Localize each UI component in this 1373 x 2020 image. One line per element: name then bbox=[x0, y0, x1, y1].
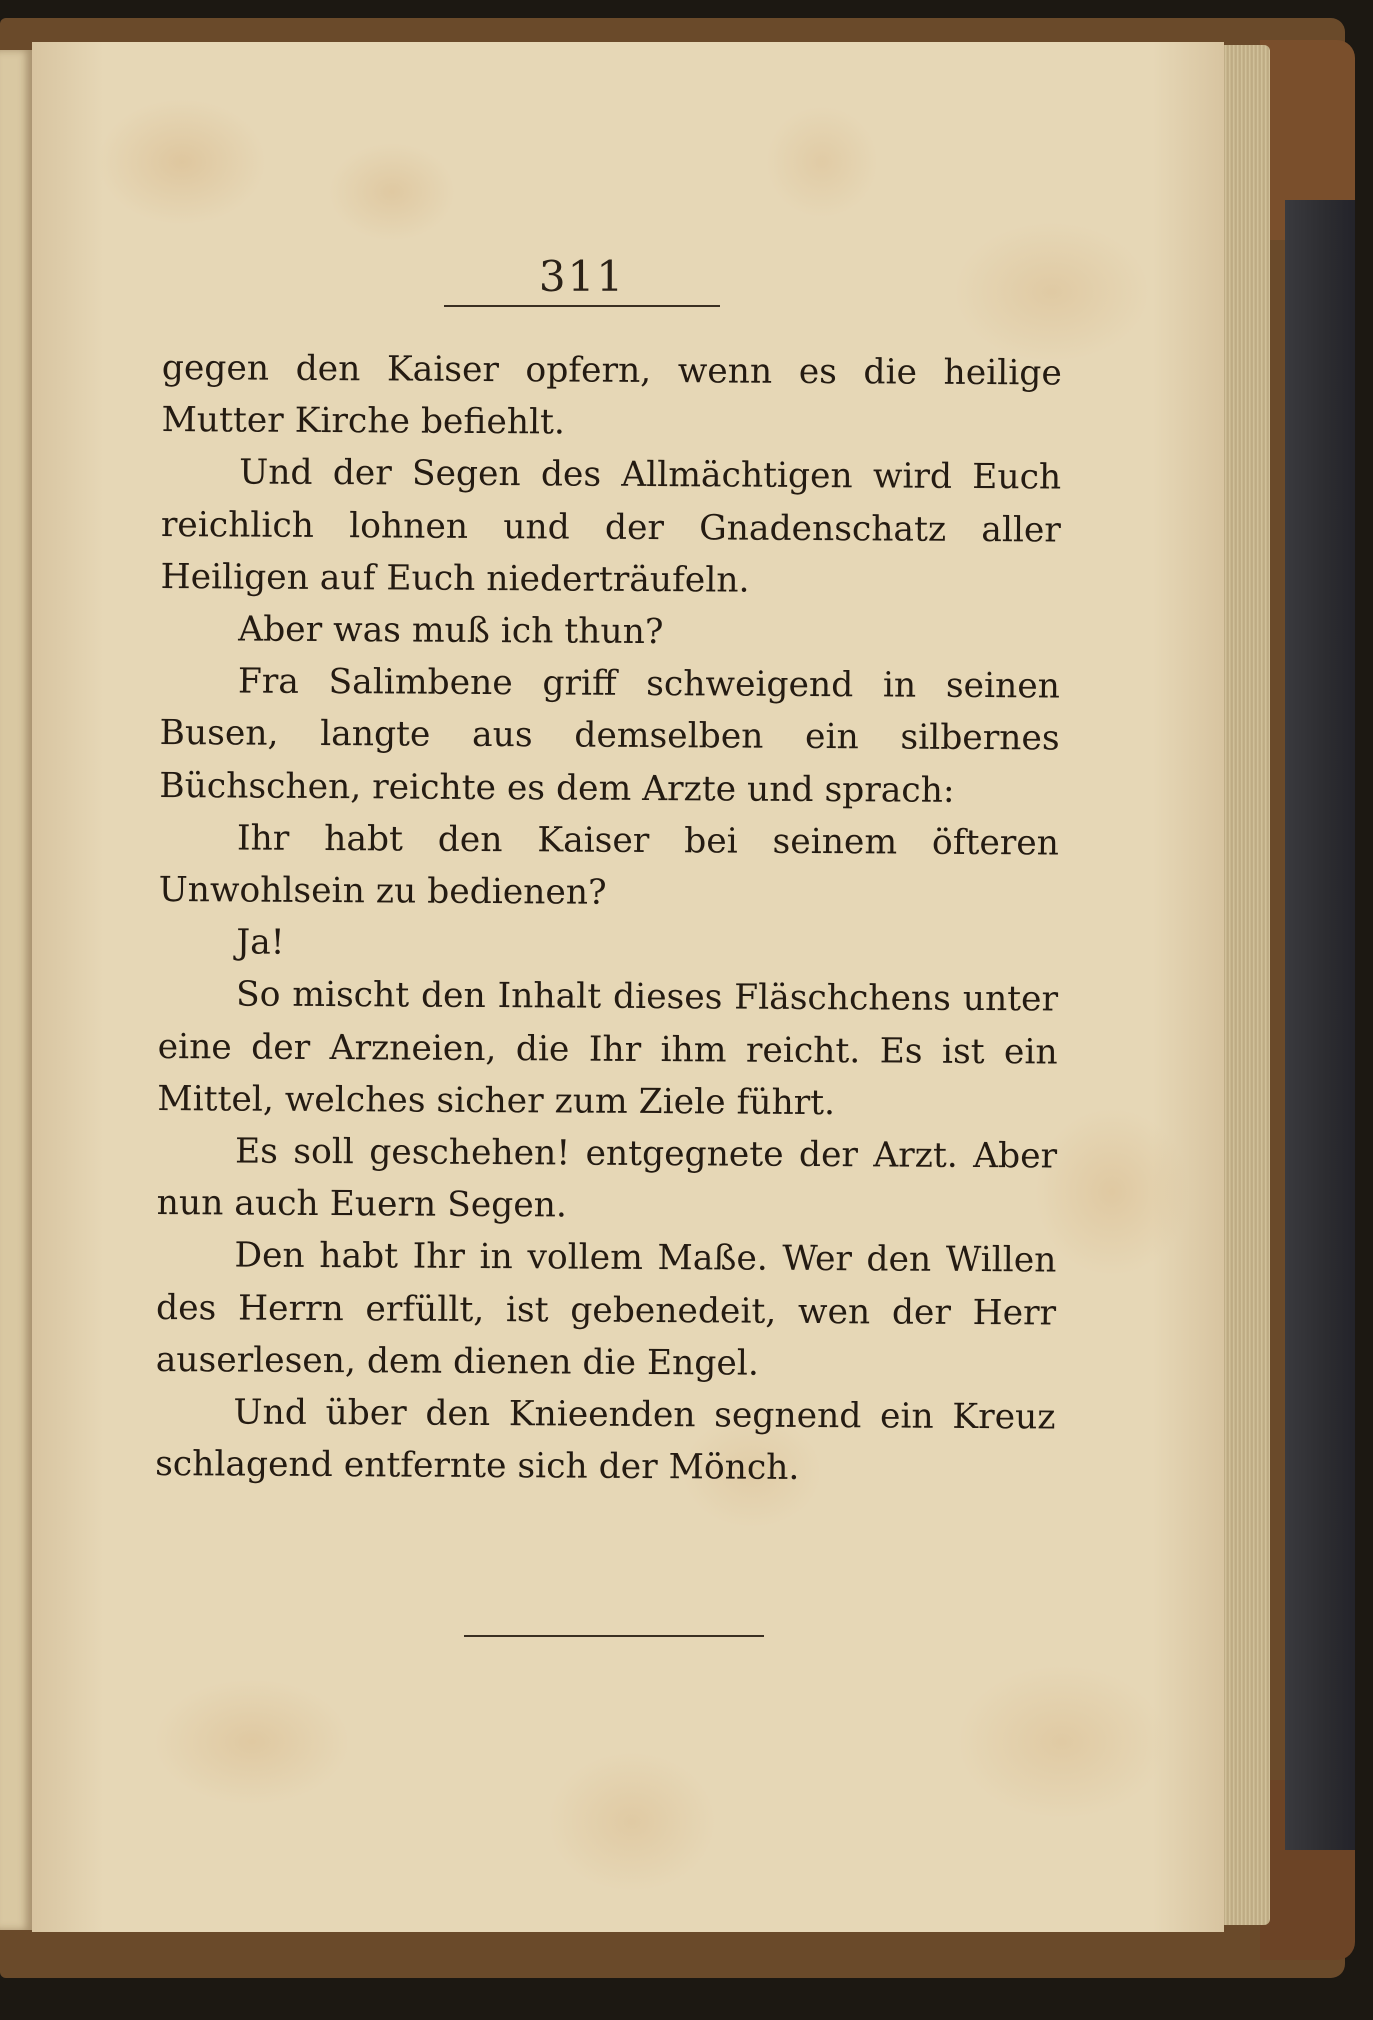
paragraph: Aber was muß ich thun? bbox=[238, 609, 664, 653]
paragraph: gegen den Kaiser opfern, wenn es die heilige Mutter Kirche befiehlt. bbox=[161, 347, 1062, 443]
paragraph: Ja! bbox=[236, 922, 285, 963]
end-rule bbox=[464, 1635, 764, 1637]
paragraph: Und über den Knieenden segnend ein Kreuz schlagend entfernte sich der Mönch. bbox=[155, 1392, 1056, 1489]
header-rule bbox=[444, 305, 720, 307]
paragraph: Es soll geschehen! entgegnete der Arzt. Aber nun auch Euern Segen. bbox=[156, 1131, 1058, 1226]
book-page bbox=[32, 42, 1224, 1932]
paragraph: Und der Segen des Allmächtigen wird Euch reichlich lohnen und der Gnadenschatz aller Heiligen auf Euch niederträufeln. bbox=[160, 452, 1062, 601]
book-cover-edge bbox=[1285, 200, 1355, 1850]
paragraph: Den habt Ihr in vollem Maße. Wer den Willen des Herrn erfüllt, ist gebenedeit, wen der Herr auserlesen, dem dienen die Engel. bbox=[155, 1235, 1057, 1384]
previous-page-edge bbox=[0, 50, 32, 1930]
paragraph: Ihr habt den Kaiser bei seinem öfteren Unwohlsein zu bedienen? bbox=[158, 818, 1060, 913]
paragraph: So mischt den Inhalt dieses Fläschchens unter eine der Arzneien, die Ihr ihm reicht. Es ist ein Mittel, welches sicher zum Ziele führt. bbox=[157, 974, 1059, 1123]
page-number: 311 bbox=[538, 252, 626, 301]
paragraph: Fra Salimbene griff schweigend in seinen Busen, langte aus demselben ein silbernes Büchschen, reichte es dem Arzte und sprach: bbox=[159, 661, 1061, 811]
page-body-text bbox=[155, 342, 1062, 1496]
